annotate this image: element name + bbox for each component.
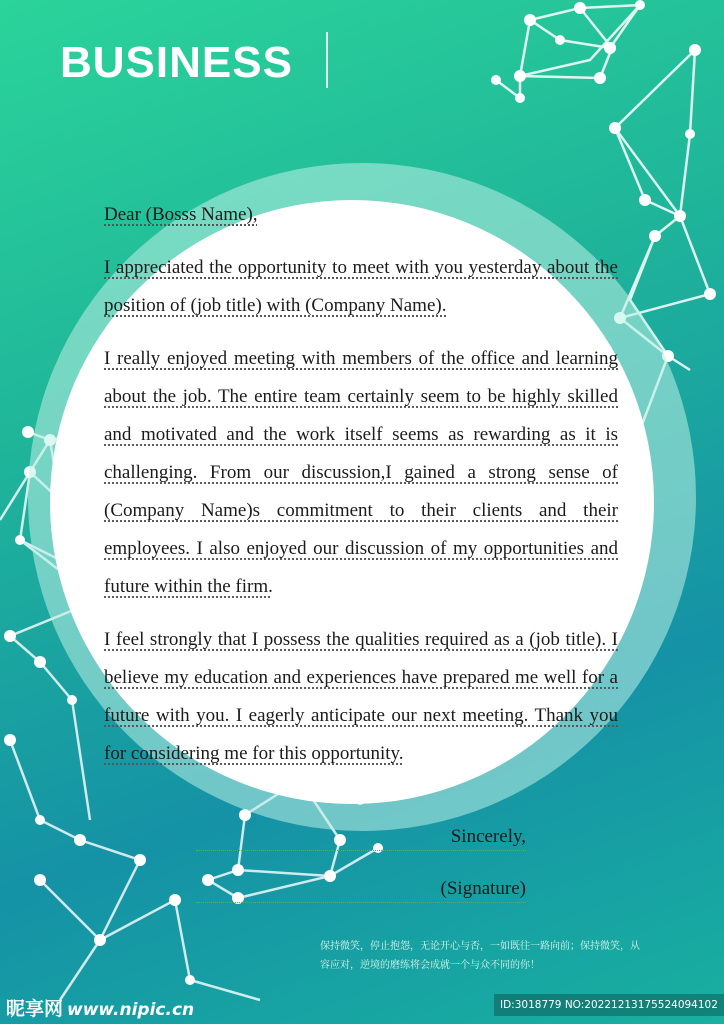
page-title: BUSINESS [60,38,293,87]
letter-greeting: Dear (Bosss Name), [104,204,258,225]
watermark-id: ID:3018779 NO:20221213175524094102 [494,994,724,1016]
watermark-brand-name: 昵享网 [6,998,64,1020]
letter-signature: (Signature) [196,878,526,903]
letter-paragraph-2: I really enjoyed meeting with members of the office and learning about the job. The entire team certainly seem to be highly skilled and motivated and the work itself seems as rewarding as it is challenging. From our discussion,I gained a strong sense of (Company Name)s commitment to their clients and their employees. I also enjoyed our discussion of my opportunities and future within the firm. [104,348,618,597]
letter-body [104,196,618,788]
watermark-brand [6,994,194,1021]
chinese-motto: 保持微笑，停止抱怨，无论开心与否，一如既往一路向前；保持微笑，从容应对，逆境的磨练将会成就一个与众不同的你！ [320,941,640,971]
letter-paragraph-3: I feel strongly that I possess the qualities required as a (job title). I believe my education and experiences have prepared me well for a future with you. I eagerly anticipate our next meeting. Thank you for considering me for this opportunity. [104,629,618,764]
watermark-url: www.nipic.cn [67,1000,195,1020]
title-divider [326,32,328,88]
letter-closing: Sincerely, [196,826,526,851]
letter-paragraph-1: I appreciated the opportunity to meet with you yesterday about the position of (job title) with (Company Name). [104,257,618,316]
